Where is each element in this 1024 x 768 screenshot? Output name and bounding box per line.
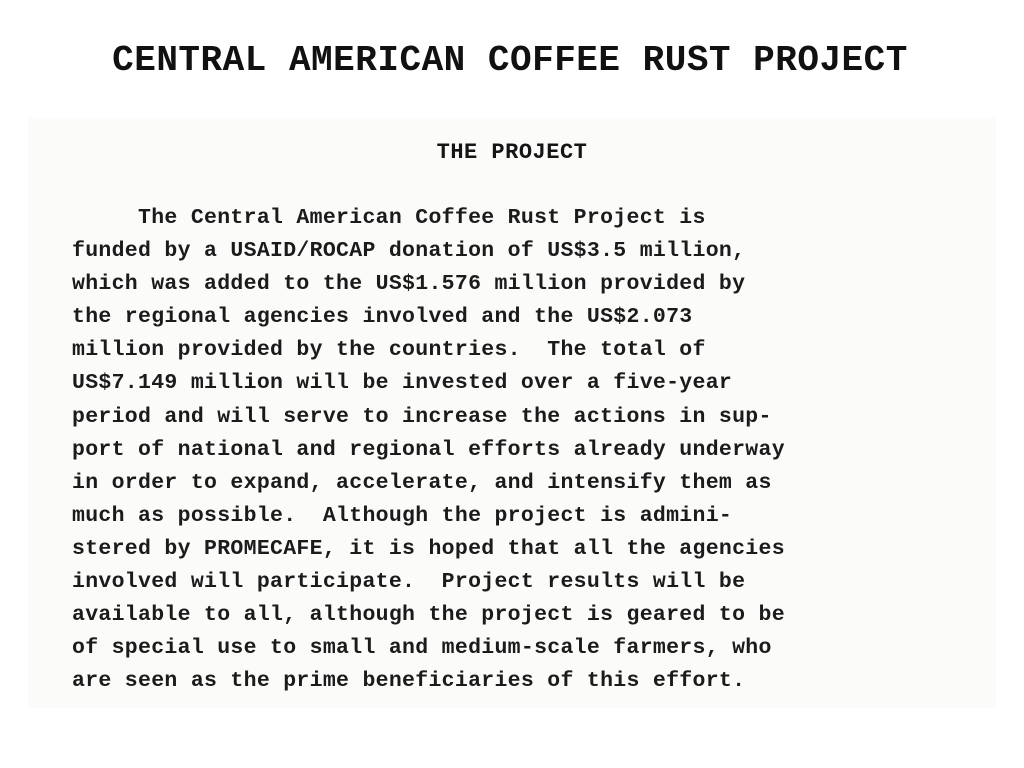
body-line: the regional agencies involved and the US$2.073 <box>72 305 693 330</box>
body-line: available to all, although the project is geared to be <box>72 603 785 628</box>
body-line: million provided by the countries. The total of <box>72 338 706 363</box>
body-line: much as possible. Although the project is admini- <box>72 503 733 528</box>
body-line: which was added to the US$1.576 million provided by <box>72 272 746 297</box>
body-line: of special use to small and medium-scale farmers, who <box>72 636 772 661</box>
body-line: port of national and regional efforts already underway <box>72 437 785 462</box>
body-line: in order to expand, accelerate, and intensify them as <box>72 470 772 495</box>
body-line: funded by a USAID/ROCAP donation of US$3.5 million, <box>72 239 746 264</box>
body-line: involved will participate. Project results will be <box>72 570 746 595</box>
body-line: US$7.149 million will be invested over a five-year <box>72 371 733 396</box>
body-line: period and will serve to increase the actions in sup- <box>72 404 772 429</box>
section-heading: THE PROJECT <box>436 140 588 165</box>
body-line: The Central American Coffee Rust Project is <box>72 206 706 230</box>
body-line: are seen as the prime beneficiaries of this effort. <box>72 669 746 694</box>
body-paragraph <box>72 202 972 698</box>
body-line: stered by PROMECAFE, it is hoped that all the agencies <box>72 536 785 561</box>
document-title: CENTRAL AMERICAN COFFEE RUST PROJECT <box>112 40 908 81</box>
